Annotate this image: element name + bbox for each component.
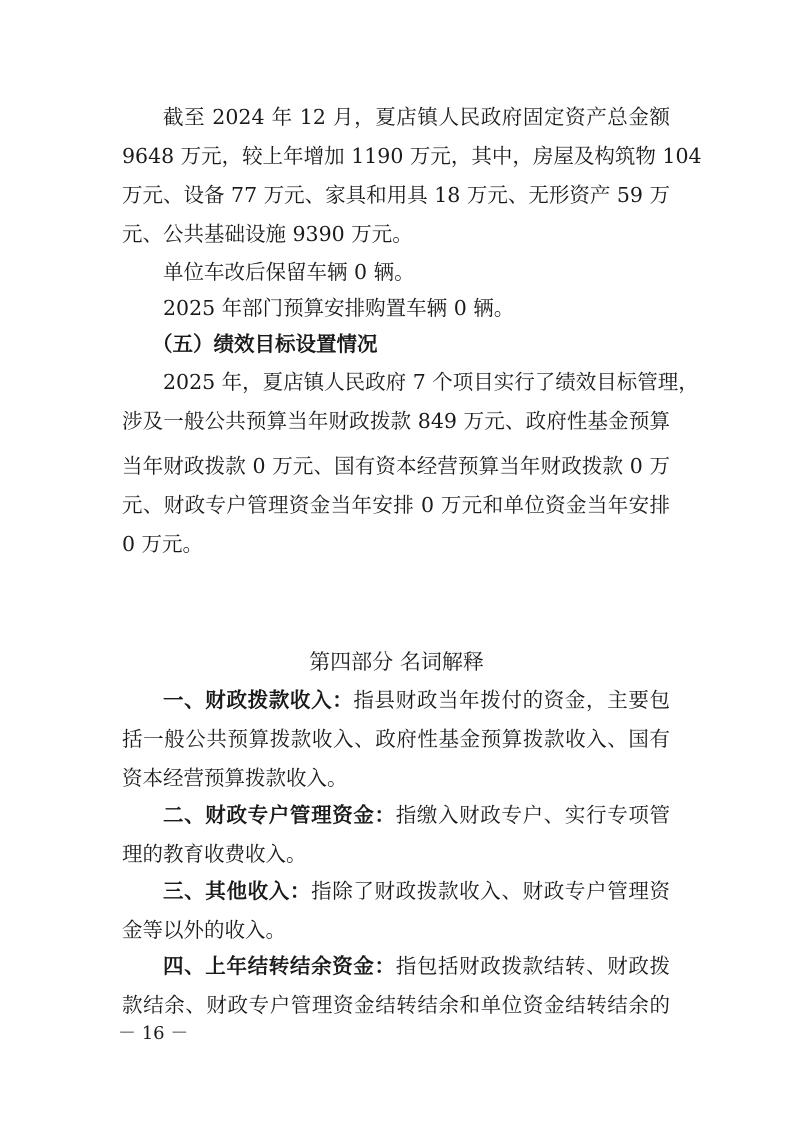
term-2-label: 二、财政专户管理资金： [163,803,396,827]
performance-line-4: 元、财政专户管理资金当年安排 0 万元和单位资金当年安排 [122,493,670,517]
term-3-first-line [163,877,670,905]
performance-line-1: 2025 年，夏店镇人民政府 7 个项目实行了绩效目标管理， [163,370,699,394]
term-1-label: 一、财政拨款收入： [163,688,354,712]
performance-line-3: 当年财政拨款 0 万元、国有资本经营预算当年财政拨款 0 万 [122,454,670,478]
performance-line-2: 涉及一般公共预算当年财政拨款 849 万元、政府性基金预算 [122,409,670,433]
term-1-line-2: 括一般公共预算拨款收入、政府性基金预算拨款收入、国有 [122,727,670,751]
assets-line-3: 万元、设备 77 万元、家具和用具 18 万元、无形资产 59 万 [122,183,670,207]
term-4-definition: 指包括财政拨款结转、财政拨 [395,954,671,978]
term-1-definition: 指县财政当年拨付的资金，主要包 [353,688,671,712]
vehicles-budget-text: 2025 年部门预算安排购置车辆 0 辆。 [163,296,515,320]
term-3-line-2: 金等以外的收入。 [122,918,286,942]
vehicles-retained-text: 单位车改后保留车辆 0 辆。 [163,260,415,284]
assets-line-4: 元、公共基础设施 9390 万元。 [122,222,413,246]
term-3-label: 三、其他收入： [163,879,312,903]
assets-line-1: 截至 2024 年 12 月，夏店镇人民政府固定资产总金额 [163,105,670,129]
term-2-definition: 指缴入财政专户、实行专项管 [395,803,671,827]
term-2-first-line [163,801,670,829]
term-4-line-2: 款结余、财政专户管理资金结转结余和单位资金结转结余的 [122,993,670,1017]
page-number: － 16 － [118,1023,189,1044]
part-four-title: 第四部分 名词解释 [309,650,484,674]
term-1-line-3: 资本经营预算拨款收入。 [122,766,348,790]
performance-section-heading: （五）绩效目标设置情况 [152,332,378,356]
term-1-first-line [163,686,670,714]
term-2-line-2: 理的教育收费收入。 [122,842,307,866]
assets-line-2: 9648 万元，较上年增加 1190 万元，其中，房屋及构筑物 104 [122,144,702,168]
term-4-label: 四、上年结转结余资金： [163,954,396,978]
term-4-first-line [163,952,670,980]
performance-line-5: 0 万元。 [122,532,204,556]
term-3-definition: 指除了财政拨款收入、财政专户管理资 [311,879,671,903]
